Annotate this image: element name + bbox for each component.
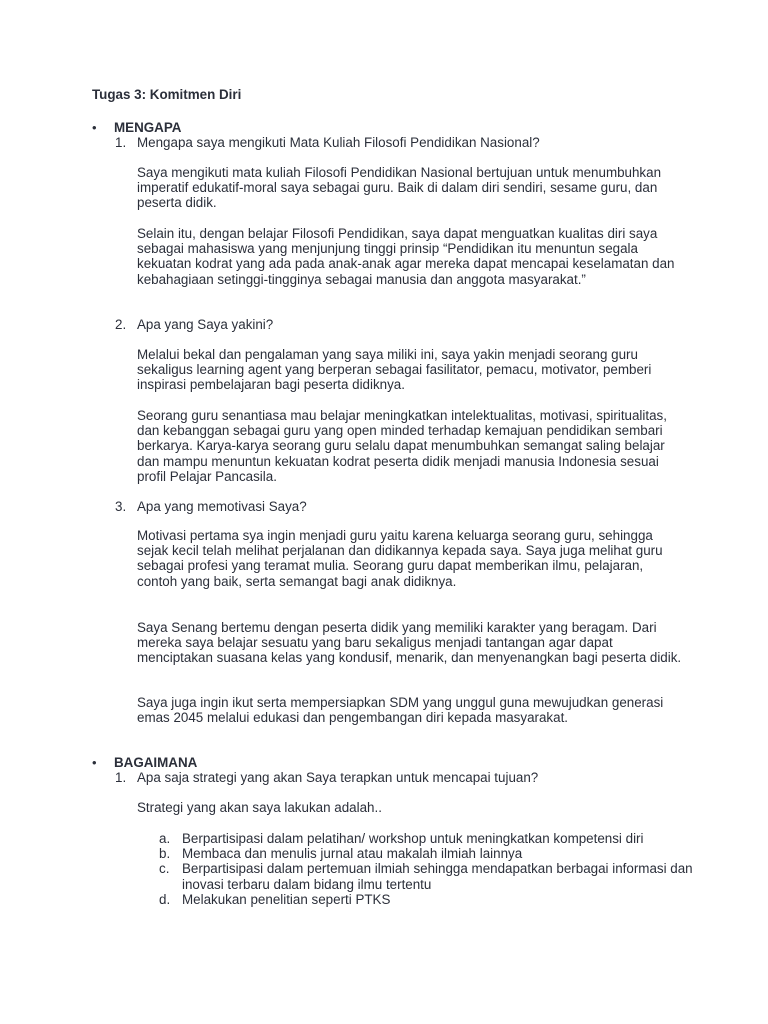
bullet-icon: •: [92, 755, 97, 770]
list-letter: a.: [159, 831, 171, 846]
section-heading: MENGAPA: [114, 120, 182, 135]
list-item: [137, 831, 697, 846]
bullet-icon: •: [92, 120, 97, 135]
question-number: 1.: [115, 135, 127, 150]
list-item: [137, 846, 697, 861]
question-text: Apa saja strategi yang akan Saya terapkan untuk mencapai tujuan?: [137, 770, 539, 785]
list-item-text: Berpartisipasi dalam pelatihan/ workshop untuk meningkatkan kompetensi diri: [182, 831, 644, 846]
paragraph: Saya mengikuti mata kuliah Filosofi Pendidikan Nasional bertujuan untuk menumbuhkan imperatif edukatif-moral saya sebagai guru. Baik di dalam diri sendiri, sesame guru, dan peserta didik.: [137, 165, 662, 211]
paragraph: Strategi yang akan saya lakukan adalah..: [137, 800, 382, 815]
question-number: 1.: [115, 770, 127, 785]
list-item-text: Membaca dan menulis jurnal atau makalah ilmiah lainnya: [182, 846, 523, 862]
list-item: [137, 892, 697, 907]
list-item-text: Melakukan penelitian seperti PTKS: [182, 891, 391, 907]
paragraph: Saya juga ingin ikut serta mempersiapkan SDM yang unggul guna mewujudkan generasi emas 2045 melalui edukasi dan pengembangan diri kepada masyarakat.: [137, 695, 664, 726]
paragraph: Selain itu, dengan belajar Filosofi Pendidikan, saya dapat menguatkan kualitas diri saya sebagai mahasiswa yang menjunjung tinggi prinsip “Pendidikan itu menuntun segala kekuatan kodrat yang ada pada anak-anak agar mereka dapat mencapai keselamatan dan kebahagiaan setinggi-tingginya sebagai manusia dan anggota masyarakat.”: [137, 226, 675, 287]
list-letter: c.: [159, 861, 170, 877]
question-text: Apa yang Saya yakini?: [137, 317, 274, 332]
list-letter: d.: [159, 891, 171, 907]
list-item-text: Berpartisipasi dalam pertemuan ilmiah sehingga mendapatkan berbagai informasi dan inovasi terbaru dalam bidang ilmu tertentu: [182, 861, 693, 892]
paragraph: Motivasi pertama sya ingin menjadi guru yaitu karena keluarga seorang guru, sehingga sejak kecil telah melihat perjalanan dan didikannya kepada saya. Saya juga melihat guru sebagai profesi yang teramat mulia. Seorang guru dapat memberikan ilmu, pelajaran, contoh yang baik, serta semangat bagi anak didiknya.: [137, 528, 663, 589]
question-text: Apa yang memotivasi Saya?: [137, 499, 307, 514]
question-number: 2.: [115, 317, 127, 332]
paragraph: Seorang guru senantiasa mau belajar meningkatkan intelektualitas, motivasi, spiritualitas, dan kebanggan sebagai guru yang open minded terhadap kemajuan pendidikan sembari berkarya. Karya-karya seorang guru selalu dapat menumbuhkan semangat saling belajar dan mampu menuntun kekuatan kodrat peserta didik menjadi manusia Indonesia sesuai profil Pelajar Pancasila.: [137, 408, 667, 484]
question-text: Mengapa saya mengikuti Mata Kuliah Filosofi Pendidikan Nasional?: [137, 135, 540, 150]
document-title: Tugas 3: Komitmen Diri: [92, 87, 242, 102]
paragraph: Saya Senang bertemu dengan peserta didik yang memiliki karakter yang beragam. Dari mereka saya belajar sesuatu yang baru sekaligus menjadi tantangan agar dapat menciptakan suasana kelas yang kondusif, menarik, dan menyenangkan bagi peserta didik.: [137, 620, 682, 666]
paragraph: Melalui bekal dan pengalaman yang saya miliki ini, saya yakin menjadi seorang guru sekaligus learning agent yang berperan sebagai fasilitator, pemacu, motivator, pemberi inspirasi pembelajaran bagi peserta didiknya.: [137, 347, 652, 393]
section-heading: BAGAIMANA: [114, 755, 198, 770]
list-item: [137, 861, 697, 891]
list-letter: b.: [159, 846, 171, 862]
strategy-list: [137, 831, 697, 907]
question-number: 3.: [115, 499, 127, 514]
